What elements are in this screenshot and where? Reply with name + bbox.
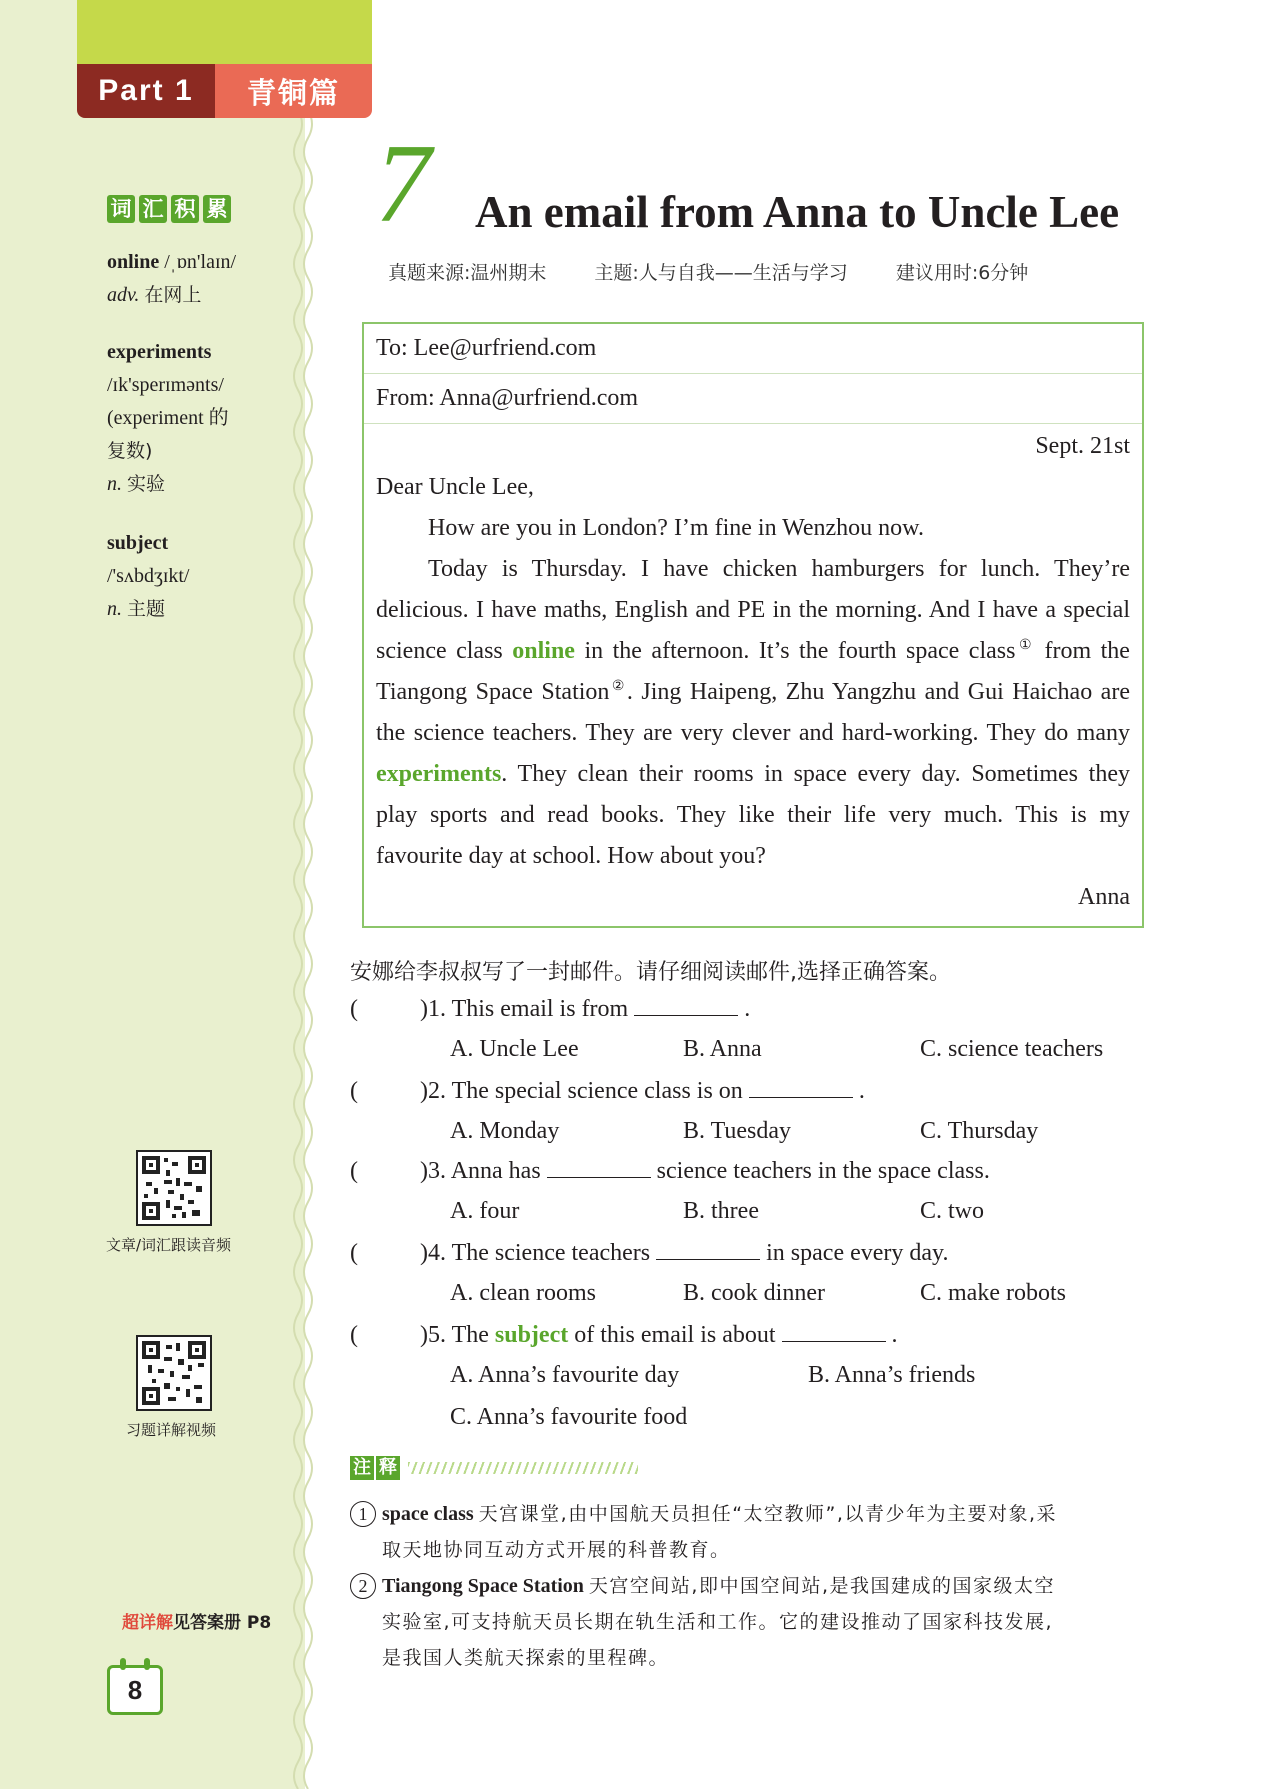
question-number: )2.	[420, 1078, 446, 1104]
email-box	[362, 322, 1144, 928]
vocab-highlight: online	[512, 638, 575, 664]
option[interactable]: B. cook dinner	[683, 1280, 825, 1306]
option[interactable]: C. Thursday	[920, 1118, 1039, 1144]
footnote-term: space class	[382, 1503, 474, 1525]
notes-divider	[408, 1462, 638, 1474]
answer-paren[interactable]: (	[350, 1322, 358, 1348]
question	[350, 1239, 948, 1267]
email-text: from the Tiangong Space Station	[376, 638, 1130, 705]
email-paragraph: How are you in London? I’m fine in Wenzhou now.	[428, 515, 924, 541]
answer-blank	[634, 995, 738, 1016]
answer-reference	[122, 1608, 271, 1633]
part-label: Part 1	[77, 64, 215, 118]
qr-code-video[interactable]	[136, 1335, 212, 1411]
question	[350, 995, 750, 1023]
question-text: The science teachers	[451, 1240, 651, 1266]
qr-audio-caption: 文章/词汇跟读音频	[106, 1236, 232, 1254]
theme-label: 主题:人与自我——生活与学习	[594, 262, 848, 284]
question-text: .	[744, 996, 751, 1022]
question-text: The special science class is on	[451, 1078, 743, 1104]
vocab-word: experiments	[107, 341, 212, 363]
question-text: of this email is about	[568, 1322, 776, 1348]
question	[350, 1157, 990, 1185]
footnote-marker: ①	[1015, 638, 1035, 653]
vocab-heading	[107, 195, 231, 223]
question-number: )3.	[420, 1158, 446, 1184]
option[interactable]: A. clean rooms	[450, 1280, 596, 1306]
vocab-entry-online	[107, 246, 236, 312]
vocab-phonetic: /'sʌbdʒɪkt/	[107, 565, 190, 587]
footnote-text: 实验室,可支持航天员长期在轨生活和工作。它的建设推动了国家科技发展,	[382, 1611, 1054, 1633]
notes-heading-char: 释	[376, 1456, 400, 1480]
email-from: From: Anna@urfriend.com	[364, 374, 1142, 424]
page-number: 8	[107, 1665, 163, 1715]
answer-blank	[749, 1077, 853, 1098]
email-body	[364, 426, 1142, 918]
page-title: An email from Anna to Uncle Lee	[475, 187, 1120, 237]
email-text: . Jing Haipeng, Zhu Yangzhu and Gui Haichao are the science teachers. They are very clever and hard-working. They do many	[376, 679, 1130, 746]
option[interactable]: C. two	[920, 1198, 985, 1224]
vocab-highlight: experiments	[376, 761, 502, 787]
qr-video-caption: 习题详解视频	[126, 1421, 217, 1439]
answer-paren[interactable]: (	[350, 1078, 358, 1104]
footnote-text: 天宫课堂,由中国航天员担任“太空教师”,以青少年为主要对象,采	[478, 1503, 1057, 1525]
question-text: This email is from	[451, 996, 629, 1022]
answer-reference-text: 见答案册 P8	[173, 1613, 272, 1633]
question	[350, 1077, 865, 1105]
vocab-pos: n.	[107, 598, 122, 620]
question-text: .	[858, 1078, 865, 1104]
footnote-term: Tiangong Space Station	[382, 1575, 584, 1597]
footnote-number: 2	[350, 1573, 376, 1599]
option[interactable]: B. Tuesday	[683, 1118, 792, 1144]
question	[350, 1321, 898, 1349]
option[interactable]: A. Anna’s favourite day	[450, 1362, 680, 1388]
vocab-pos: n.	[107, 473, 122, 495]
vocab-meaning: 在网上	[144, 284, 202, 306]
footnote	[350, 1496, 1160, 1568]
vocab-phonetic: /ɪk'sperɪmənts/	[107, 374, 224, 396]
option[interactable]: C. make robots	[920, 1280, 1066, 1306]
answer-blank	[547, 1157, 651, 1178]
option[interactable]: B. Anna	[683, 1036, 762, 1062]
vocab-meaning: 主题	[127, 598, 166, 620]
notes-heading	[350, 1456, 638, 1480]
answer-paren[interactable]: (	[350, 1240, 358, 1266]
vocab-entry-experiments	[107, 336, 229, 501]
question-number: )4.	[420, 1240, 446, 1266]
question-text: in space every day.	[766, 1240, 949, 1266]
option[interactable]: A. Uncle Lee	[450, 1036, 579, 1062]
lesson-meta	[388, 258, 1028, 285]
qr-pattern-icon	[142, 1341, 206, 1405]
option[interactable]: C. science teachers	[920, 1036, 1104, 1062]
question-text: science teachers in the space class.	[656, 1158, 990, 1184]
email-paragraph	[376, 549, 1130, 877]
footnote	[350, 1568, 1160, 1676]
vocab-highlight: subject	[494, 1322, 569, 1348]
vocab-phonetic: /ˌɒn'laɪn/	[164, 251, 237, 273]
question-number: )1.	[420, 996, 446, 1022]
email-text: Today is Thursday. I have chicken hamburgers for lunch. They’re delicious. I have maths, English and PE in the morning. And I have a special science class	[376, 556, 1130, 664]
header-band	[77, 0, 372, 64]
unit-number: 7	[375, 122, 431, 246]
footnote-number: 1	[350, 1501, 376, 1527]
email-greeting: Dear Uncle Lee,	[376, 474, 534, 500]
vocab-word: subject	[107, 532, 169, 554]
time-label: 建议用时:6分钟	[895, 262, 1029, 284]
vocab-heading-char: 累	[203, 195, 231, 223]
option[interactable]: C. Anna’s favourite food	[450, 1404, 688, 1430]
footnote-text: 天宫空间站,即中国空间站,是我国建成的国家级太空	[588, 1575, 1055, 1597]
notes-heading-char: 注	[350, 1456, 374, 1480]
email-text: in the afternoon. It’s the fourth space class	[574, 638, 1016, 664]
answer-paren[interactable]: (	[350, 1158, 358, 1184]
instructions: 安娜给李叔叔写了一封邮件。请仔细阅读邮件,选择正确答案。	[350, 960, 951, 985]
vocab-word: online	[107, 251, 160, 273]
footnote-text: 取天地协同互动方式开展的科普教育。	[382, 1539, 731, 1561]
email-text: . They clean their rooms in space every day. Sometimes they play sports and read books. They like their life very much. This is my favourite day at school. How about you?	[376, 761, 1130, 869]
answer-reference-highlight: 超详解	[122, 1613, 173, 1633]
option[interactable]: B. Anna’s friends	[808, 1362, 976, 1388]
part-tab	[77, 64, 372, 118]
qr-pattern-icon	[142, 1156, 206, 1220]
email-date: Sept. 21st	[1035, 433, 1130, 459]
question-number: )5.	[420, 1322, 446, 1348]
vocab-pos: adv.	[107, 284, 140, 306]
answer-blank	[782, 1321, 886, 1342]
question-text: .	[891, 1322, 898, 1348]
vocab-heading-char: 积	[171, 195, 199, 223]
option[interactable]: B. three	[683, 1198, 759, 1224]
footnote-marker: ②	[609, 679, 627, 694]
question-text: Anna has	[450, 1158, 541, 1184]
vocab-note: (experiment 的	[107, 407, 229, 429]
footnote-text: 是我国人类航天探索的里程碑。	[382, 1647, 670, 1669]
option[interactable]: A. Monday	[450, 1118, 560, 1144]
answer-blank	[656, 1239, 760, 1260]
vocab-heading-char: 词	[107, 195, 135, 223]
email-to: To: Lee@urfriend.com	[364, 324, 1142, 374]
option[interactable]: A. four	[450, 1198, 520, 1224]
vocab-heading-char: 汇	[139, 195, 167, 223]
source-label: 真题来源:温州期末	[388, 262, 547, 284]
email-signature: Anna	[1078, 884, 1130, 910]
vocab-meaning: 实验	[127, 473, 166, 495]
part-name: 青铜篇	[215, 64, 372, 118]
vocab-entry-subject	[107, 527, 190, 626]
sidebar-wave-edge	[290, 110, 320, 1789]
vocab-note: 复数)	[107, 440, 153, 462]
qr-code-audio[interactable]	[136, 1150, 212, 1226]
question-text: The	[451, 1322, 495, 1348]
answer-paren[interactable]: (	[350, 996, 358, 1022]
